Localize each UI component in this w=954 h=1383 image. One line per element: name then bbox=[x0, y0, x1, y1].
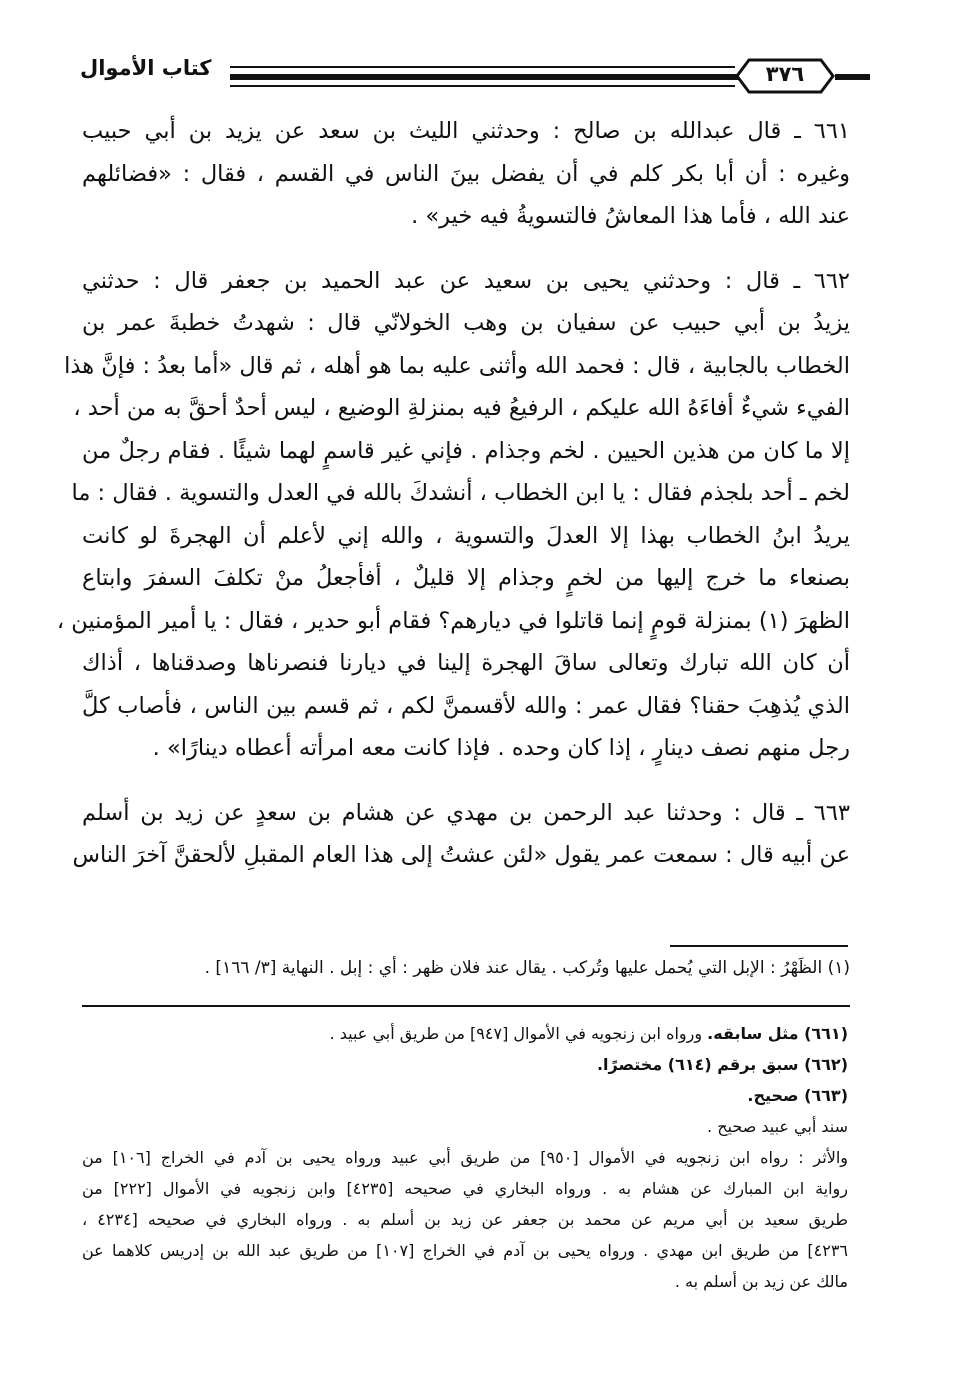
page-header bbox=[80, 52, 870, 102]
sanad-note: سند أبي عبيد صحيح . bbox=[707, 1117, 848, 1136]
page-number: ٣٧٦ bbox=[765, 62, 805, 86]
text-line: ٦٦٣ ـ قال : وحدثنا عبد الرحمن بن مهدي عن هشام بن سعدٍ عن زيد بن أسلم bbox=[82, 799, 850, 826]
text-line: وغيره : أن أبا بكر كلم في أن يفضل بينَ الناس في القسم ، فقال : «فضائلهم bbox=[82, 160, 850, 187]
grading-label: (٦٦١) مثل سابقه. bbox=[707, 1024, 848, 1043]
header-rule-right bbox=[835, 74, 870, 80]
athar-line: ٤٢٣٦] من طريق ابن مهدي . ورواه يحيى بن آدم في الخراج [١٠٧] من طريق عبد الله بن إدريس كلاهما عن bbox=[82, 1241, 849, 1260]
text-line: ٦٦٢ ـ قال : وحدثني يحيى بن سعيد عن عبد الحميد بن جعفر قال : حدثني bbox=[82, 267, 850, 294]
text-line: الذي يُذهِبَ حقنا؟ فقال عمر : والله لأقسمنَّ لكم ، ثم قسم بين الناس ، فأصاب كلَّ bbox=[82, 692, 850, 719]
text-line: الخطاب بالجابية ، قال : فحمد الله وأثنى عليه بما هو أهله ، ثم قال «أما بعدُ : فإنَّ هذا bbox=[64, 352, 850, 379]
footnote-rule bbox=[670, 945, 848, 947]
grading-text: ورواه ابن زنجويه في الأموال [٩٤٧] من طريق أبي عبيد . bbox=[329, 1024, 708, 1043]
text-line: لخم ـ أحد بلجذم فقال : يا ابن الخطاب ، أنشدكَ بالله في العدل والتسوية . فقال : ما bbox=[71, 480, 850, 506]
book-title: كتاب الأموال bbox=[80, 56, 212, 80]
text-line: عن أبيه قال : سمعت عمر يقول «لئن عشتُ إلى هذا العام المقبلِ لألحقنَّ آخرَ الناس bbox=[72, 842, 850, 868]
footnote: (١) الظَهْرُ : الإبل التي يُحمل عليها وتُركب . يقال عند فلان ظهر : أي : إبل . النهاية [٣/ ١٦٦] . bbox=[204, 958, 850, 978]
header-rule-top bbox=[230, 66, 735, 68]
hadith-662 bbox=[56, 260, 850, 770]
text-line: يريدُ ابنُ الخطاب بهذا إلا العدلَ والتسوية ، والله إني لأعلم أن الهجرةَ لو كانت bbox=[82, 522, 850, 549]
main-text bbox=[56, 110, 850, 899]
text-line: رجل منهم نصف دينارٍ ، إذا كان وحده . فإذا كانت معه امرأته أعطاه دينارًا» . bbox=[152, 735, 850, 761]
text-line: إلا ما كان من هذين الحيين . لخم وجذام . فإني غير قاسمٍ لهما شيئًا . فقام رجلٌ من bbox=[82, 437, 850, 464]
grading-662: (٦٦٢) سبق برقم (٦١٤) مختصرًا. bbox=[596, 1055, 848, 1074]
hadith-663 bbox=[72, 792, 850, 877]
grading-notes bbox=[82, 1018, 848, 1297]
header-rule bbox=[230, 74, 740, 80]
text-line: أن كان الله تبارك وتعالى ساقَ الهجرة إلينا في ديارنا فنصرناها وصدقناها ، أذاك bbox=[82, 650, 850, 676]
hadith-661 bbox=[82, 110, 850, 238]
athar-line: مالك عن زيد بن أسلم به . bbox=[674, 1272, 848, 1291]
text-line: بصنعاء ما خرج إليها من لخمٍ وجذام إلا قليلٌ ، أفأجعلُ منْ تكلفَ السفرَ وابتاع bbox=[82, 565, 850, 591]
athar-line: طريق سعيد بن أبي مريم عن محمد بن جعفر عن زيد بن أسلم به . ورواه البخاري في صحيحه [٤٢٣٤ ، bbox=[82, 1210, 849, 1229]
text-line: ٦٦١ ـ قال عبدالله بن صالح : وحدثني الليث بن سعد عن يزيد بن أبي حبيب bbox=[82, 118, 850, 144]
text-line: عند الله ، فأما هذا المعاشُ فالتسويةُ فيه خير» . bbox=[411, 203, 850, 229]
grading-661 bbox=[82, 1018, 848, 1049]
text-line: الظهرَ (١) بمنزلة قومٍ إنما قاتلوا في ديارهم؟ فقام أبو حدير ، فقال : يا أمير المؤمنين ، bbox=[56, 607, 850, 634]
athar-line: رواية ابن المبارك عن هشام به . ورواه البخاري في صحيحه [٤٢٣٥] وابن زنجويه في الأموال [٢٢٢] من bbox=[82, 1179, 848, 1198]
page-number-badge bbox=[735, 56, 835, 96]
text-line: الفيء شيءٌ أفاءَهُ الله عليكم ، الرفيعُ فيه بمنزلةِ الوضيع ، ليس أحدٌ أحقَّ به من أحد ، bbox=[73, 395, 850, 421]
athar-line: والأثر : رواه ابن زنجويه في الأموال [٩٥٠] من طريق أبي عبيد ورواه يحيى بن آدم في الخراج [١٠٦] من bbox=[82, 1148, 848, 1167]
grading-separator bbox=[82, 1005, 850, 1007]
header-rule-bottom bbox=[230, 85, 735, 87]
text-line: يزيدُ بن أبي حبيب عن سفيان بن وهب الخولانّي قال : شهدتُ خطبةَ عمر بن bbox=[82, 310, 850, 336]
grading-663: (٦٦٣) صحيح. bbox=[747, 1086, 848, 1105]
